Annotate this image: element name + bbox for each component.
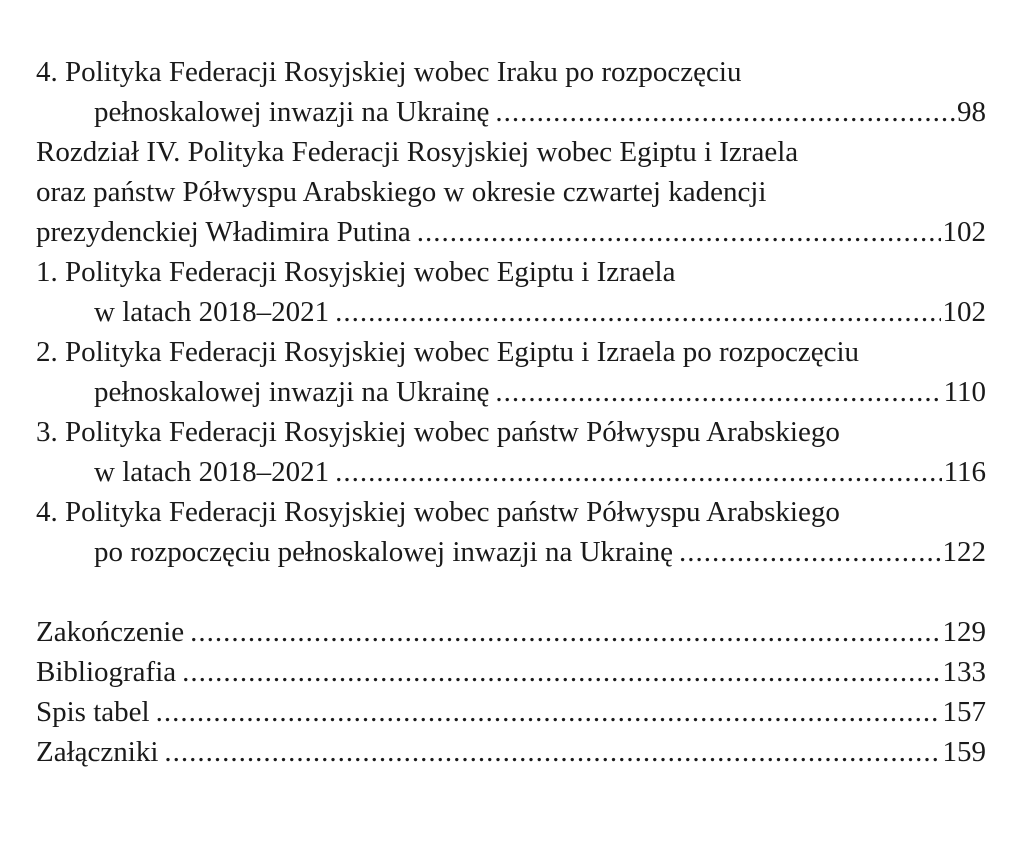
- page-number: 129: [942, 616, 986, 648]
- dot-leader: [335, 452, 941, 492]
- toc-entry-zakonczenie[interactable]: [36, 612, 986, 652]
- page-number: 102: [942, 216, 986, 248]
- toc-entry-spis-tabel[interactable]: [36, 692, 986, 732]
- toc-chapter-4[interactable]: [36, 132, 986, 252]
- toc-entry-2[interactable]: [36, 332, 986, 412]
- toc-entry-title-line: 2. Polityka Federacji Rosyjskiej wobec Egiptu i Izraela po rozpoczęciu: [36, 336, 860, 368]
- toc-entry-zalaczniki[interactable]: [36, 732, 986, 772]
- toc-entry-title: Załączniki: [36, 736, 159, 768]
- dot-leader: [335, 292, 940, 332]
- toc-chapter-final-line: [36, 212, 986, 252]
- toc-entry-title-line: po rozpoczęciu pełnoskalowej inwazji na Ukrainę: [94, 536, 673, 568]
- dot-leader: [190, 612, 940, 652]
- toc-entry-title: Zakończenie: [36, 616, 185, 648]
- dot-leader: [495, 372, 941, 412]
- toc-entry-title-line: 1. Polityka Federacji Rosyjskiej wobec Egiptu i Izraela: [36, 256, 676, 288]
- toc-entry-1[interactable]: [36, 252, 986, 332]
- page-number: 102: [942, 296, 986, 328]
- page-number: 98: [957, 96, 986, 128]
- toc-entry-title: Spis tabel: [36, 696, 150, 728]
- toc-entry-title-line: 4. Polityka Federacji Rosyjskiej wobec Iraku po rozpoczęciu: [36, 56, 742, 88]
- toc-entry-title: Bibliografia: [36, 656, 177, 688]
- toc-entry-title-line: pełnoskalowej inwazji na Ukrainę: [94, 376, 490, 408]
- page-number: 157: [942, 696, 986, 728]
- toc-chapter-title-line: oraz państw Półwyspu Arabskiego w okresie czwartej kadencji: [36, 176, 767, 208]
- toc-entry-3[interactable]: [36, 412, 986, 492]
- toc-entry-final-line: [36, 92, 986, 132]
- toc-chapter-title-line: Rozdział IV. Polityka Federacji Rosyjskiej wobec Egiptu i Izraela: [36, 136, 799, 168]
- toc-entry-title-line: 4. Polityka Federacji Rosyjskiej wobec państw Półwyspu Arabskiego: [36, 496, 840, 528]
- toc-entry-4[interactable]: [36, 492, 986, 572]
- toc-chapter-title-line: prezydenckiej Władimira Putina: [36, 216, 411, 248]
- dot-leader: [164, 732, 940, 772]
- toc-entry-bibliografia[interactable]: [36, 652, 986, 692]
- page-number: 122: [942, 536, 986, 568]
- toc-entry-final-line: [36, 452, 986, 492]
- toc-back-matter: [36, 612, 986, 772]
- toc-entry-iraq-4[interactable]: [36, 52, 986, 132]
- toc-entry-final-line: [36, 532, 986, 572]
- dot-leader: [495, 92, 955, 132]
- dot-leader: [679, 532, 941, 572]
- page-number: 159: [942, 736, 986, 768]
- toc-entry-title-line: 3. Polityka Federacji Rosyjskiej wobec państw Półwyspu Arabskiego: [36, 416, 840, 448]
- dot-leader: [156, 692, 941, 732]
- dot-leader: [182, 652, 940, 692]
- page-number: 110: [943, 376, 986, 408]
- toc-entry-title-line: w latach 2018–2021: [94, 456, 330, 488]
- toc-entry-final-line: [36, 292, 986, 332]
- toc-entry-title-line: w latach 2018–2021: [94, 296, 330, 328]
- dot-leader: [417, 212, 941, 252]
- toc-entry-final-line: [36, 372, 986, 412]
- page-number: 133: [942, 656, 986, 688]
- page-number: 116: [943, 456, 986, 488]
- toc-entry-title-line: pełnoskalowej inwazji na Ukrainę: [94, 96, 490, 128]
